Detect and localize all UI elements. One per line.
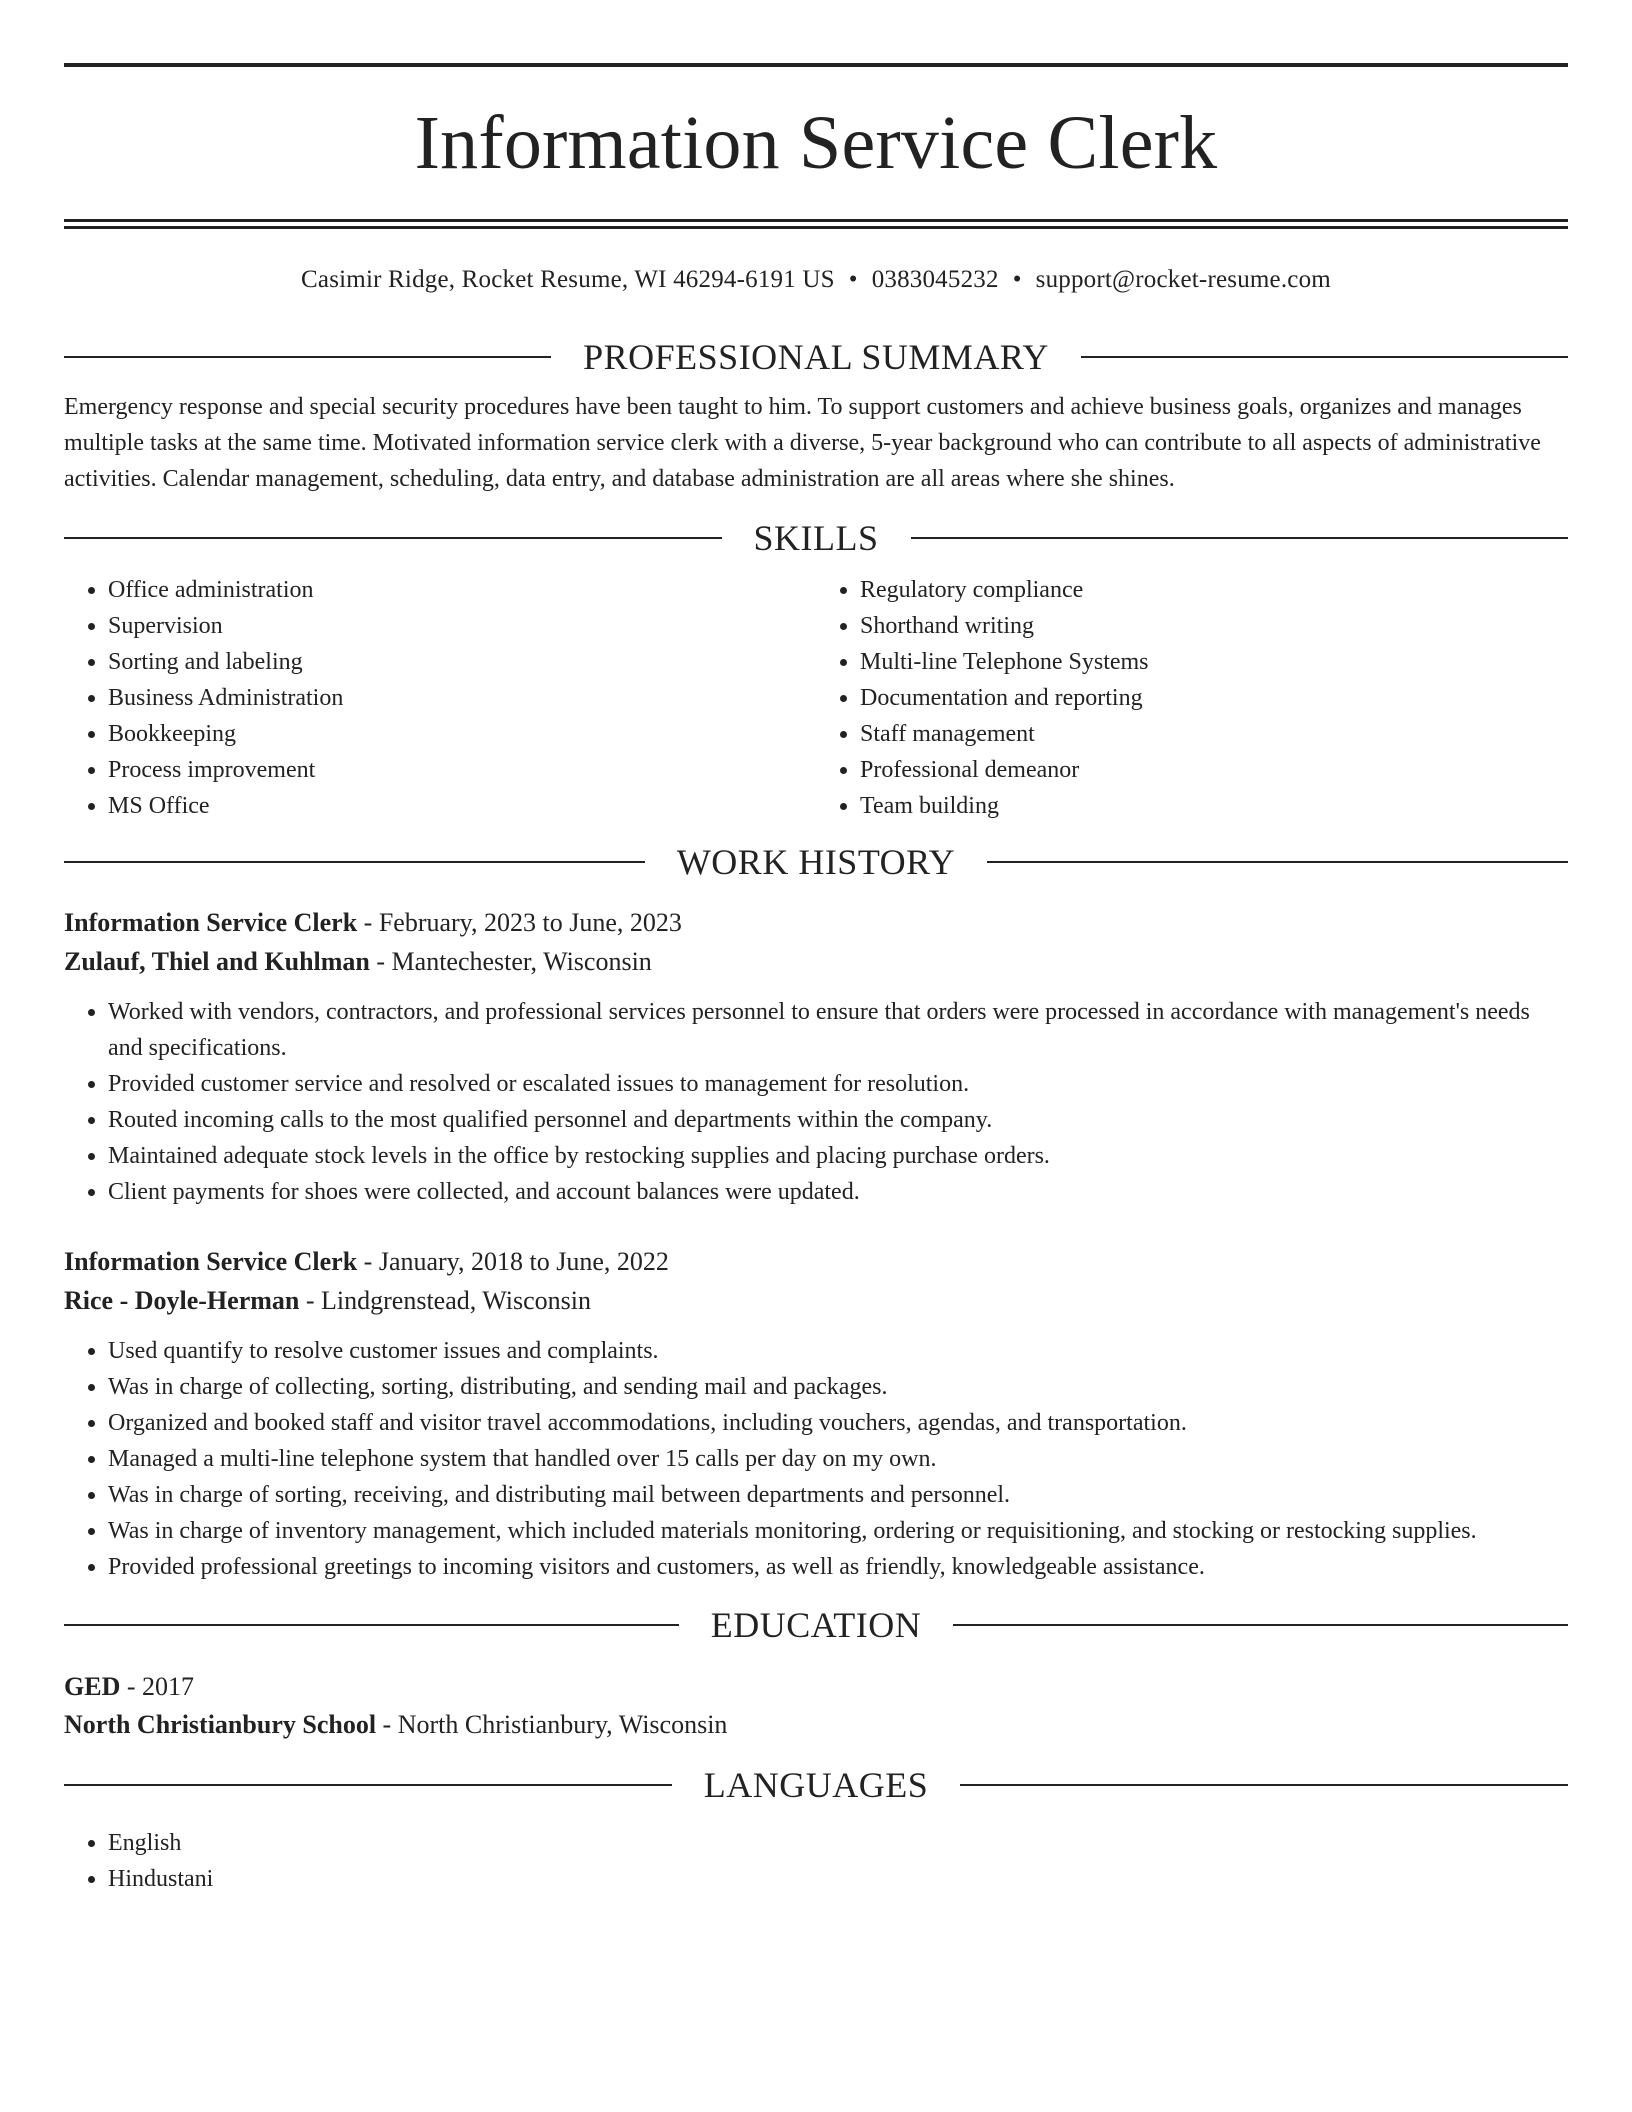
job-dates: - January, 2018 to June, 2022 (357, 1247, 669, 1276)
languages-list (64, 1825, 1568, 1897)
job-company-line (64, 942, 1568, 981)
skill-item: • Regulatory compliance (860, 572, 1568, 608)
education-location: - North Christianbury, Wisconsin (376, 1710, 728, 1739)
skill-item: • Documentation and reporting (860, 680, 1568, 716)
section-heading-skills (64, 516, 1568, 560)
education-year: - 2017 (120, 1672, 195, 1701)
heading-rule (953, 1624, 1568, 1626)
heading-rule (64, 1784, 672, 1786)
job-duty-item: • Provided customer service and resolved or escalated issues to management for resolution. (108, 1066, 1568, 1102)
job-title-line (64, 1242, 1568, 1281)
section-heading-education (64, 1603, 1568, 1647)
skill-item: • Business Administration (108, 680, 816, 716)
job-duties-list (64, 1333, 1568, 1585)
education-school: North Christianbury School (64, 1710, 377, 1739)
heading-rule (64, 1624, 679, 1626)
job-duty-item: • Organized and booked staff and visitor travel accommodations, including vouchers, agendas, and transportation. (108, 1405, 1568, 1441)
skill-item: • Team building (860, 788, 1568, 824)
job-company-line (64, 1281, 1568, 1320)
skill-item: • MS Office (108, 788, 816, 824)
contact-separator: • (1012, 266, 1022, 293)
section-title: SKILLS (753, 518, 879, 558)
skill-item: • Supervision (108, 608, 816, 644)
education-degree-line (64, 1668, 1568, 1706)
job-entry (64, 1242, 1568, 1585)
job-duty-item: • Provided professional greetings to incoming visitors and customers, as well as friendly, knowledgeable assistance. (108, 1549, 1568, 1585)
job-duty-item: • Managed a multi-line telephone system that handled over 15 calls per day on my own. (108, 1441, 1568, 1477)
heading-rule (64, 537, 722, 539)
section-title: LANGUAGES (703, 1765, 929, 1805)
job-duty-item: • Worked with vendors, contractors, and professional services personnel to ensure that orders were processed in accordance with management's needs and specifications. (108, 994, 1568, 1066)
skill-item: • Sorting and labeling (108, 644, 816, 680)
work-history-list (64, 903, 1568, 1585)
section-title: PROFESSIONAL SUMMARY (583, 337, 1049, 377)
heading-rule (64, 356, 551, 358)
heading-rule (960, 1784, 1568, 1786)
skill-item: • Office administration (108, 572, 816, 608)
skill-item: • Shorthand writing (860, 608, 1568, 644)
job-title: Information Service Clerk (64, 1247, 358, 1276)
section-heading-work (64, 840, 1568, 884)
job-company: Zulauf, Thiel and Kuhlman (64, 947, 370, 976)
skills-column-left (64, 572, 816, 824)
contact-email: support@rocket-resume.com (1035, 266, 1331, 293)
skill-item: • Bookkeeping (108, 716, 816, 752)
skill-item: • Staff management (860, 716, 1568, 752)
job-duty-item: • Client payments for shoes were collected, and account balances were updated. (108, 1174, 1568, 1210)
job-duty-item: • Was in charge of inventory management, which included materials monitoring, ordering or requisitioning, and stocking or restocking supplies. (108, 1513, 1568, 1549)
job-location: - Mantechester, Wisconsin (369, 947, 652, 976)
skills-list (64, 572, 1568, 824)
contact-address: Casimir Ridge, Rocket Resume, WI 46294-6191 US (301, 266, 835, 293)
contact-separator: • (848, 266, 858, 293)
section-heading-summary (64, 335, 1568, 379)
job-dates: - February, 2023 to June, 2023 (357, 908, 682, 937)
job-duty-item: • Was in charge of sorting, receiving, and distributing mail between departments and personnel. (108, 1477, 1568, 1513)
language-item: • English (108, 1825, 1568, 1861)
job-duty-item: • Maintained adequate stock levels in the office by restocking supplies and placing purchase orders. (108, 1138, 1568, 1174)
top-rule (64, 63, 1568, 67)
job-title-line (64, 903, 1568, 942)
skill-item: • Multi-line Telephone Systems (860, 644, 1568, 680)
education-school-line (64, 1706, 1568, 1744)
contact-line (64, 264, 1568, 296)
job-title: Information Service Clerk (64, 908, 358, 937)
skill-item: • Process improvement (108, 752, 816, 788)
job-location: - Lindgrenstead, Wisconsin (299, 1286, 591, 1315)
section-title: WORK HISTORY (676, 842, 956, 882)
skill-item: • Professional demeanor (860, 752, 1568, 788)
summary-text: Emergency response and special security procedures have been taught to him. To support customers and achieve business goals, organizes and manages multiple tasks at the same time. Motivated information service clerk with a diverse, 5-year background who can contribute to all aspects of administrative activities. Calendar management, scheduling, data entry, and database administration are all areas where she shines. (64, 394, 1541, 492)
job-duty-item: • Used quantify to resolve customer issues and complaints. (108, 1333, 1568, 1369)
section-heading-languages (64, 1763, 1568, 1807)
heading-rule (1081, 356, 1568, 358)
title-double-rule (64, 219, 1568, 229)
job-duty-item: • Was in charge of collecting, sorting, distributing, and sending mail and packages. (108, 1369, 1568, 1405)
skills-column-right (816, 572, 1568, 824)
heading-rule (64, 861, 645, 863)
section-title: EDUCATION (710, 1605, 922, 1645)
education-entry (64, 1668, 1568, 1744)
job-entry (64, 903, 1568, 1210)
job-company: Rice - Doyle-Herman (64, 1286, 300, 1315)
heading-rule (987, 861, 1568, 863)
heading-rule (911, 537, 1569, 539)
job-duty-item: • Routed incoming calls to the most qualified personnel and departments within the company. (108, 1102, 1568, 1138)
job-duties-list (64, 994, 1568, 1210)
page-title: Information Service Clerk (414, 101, 1218, 185)
contact-phone: 0383045232 (871, 266, 999, 293)
language-item: • Hindustani (108, 1861, 1568, 1897)
education-degree: GED (64, 1672, 121, 1701)
